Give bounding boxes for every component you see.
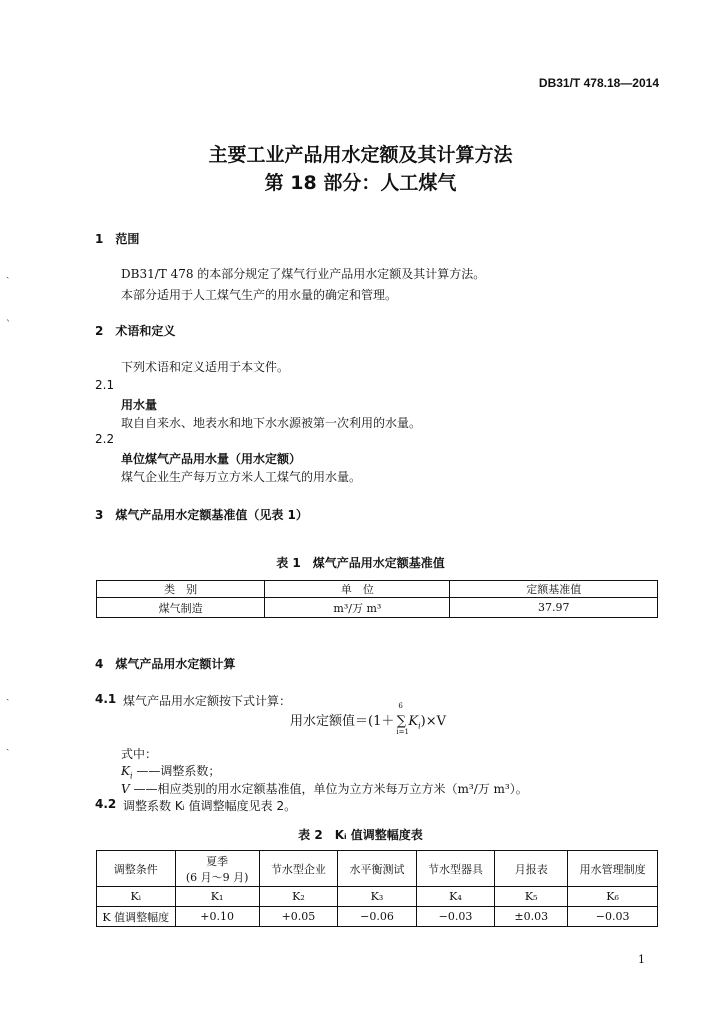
- table-1-cell-baseline: 37.97: [450, 598, 658, 618]
- table-2-header-monthly-report: 月报表: [495, 851, 568, 887]
- table-2-value-cell: −0.03: [416, 907, 495, 927]
- formula-k: K: [408, 714, 419, 729]
- table-2-k-cell: Kᵢ: [97, 887, 176, 907]
- section-4-1-text: 煤气产品用水定额按下式计算：: [123, 694, 292, 708]
- table-2-caption: 表 2 Kᵢ 值调整幅度表: [298, 828, 423, 842]
- section-1-heading: 1 范围: [95, 232, 140, 246]
- table-2-header-condition: 调整条件: [97, 851, 176, 887]
- summation-symbol: 6 ∑ i=1: [396, 702, 409, 736]
- definition-2-2-text: 煤气企业生产每万立方米人工煤气的用水量。: [121, 470, 362, 484]
- table-2-value-cell: −0.06: [338, 907, 417, 927]
- document-subtitle: 第 18 部分：人工煤气: [264, 172, 457, 194]
- formula-k-subscript: i: [418, 721, 421, 731]
- standard-number: DB31/T 478.18—2014: [538, 76, 659, 90]
- section-4-2-text: 调整系数 Kᵢ 值调整幅度见表 2。: [123, 799, 297, 813]
- sum-lower-limit: i=1: [396, 728, 409, 736]
- margin-mark: ˎ: [6, 740, 10, 751]
- table-2-header-water-balance-test: 水平衡测试: [338, 851, 417, 887]
- definition-2-2-number: 2.2: [95, 432, 115, 446]
- table-1: [96, 580, 658, 618]
- table-2: [96, 850, 658, 927]
- definition-2-1-number: 2.1: [95, 378, 115, 392]
- table-2-header-water-management: 用水管理制度: [568, 851, 658, 887]
- table-2-k-cell: K₂: [259, 887, 338, 907]
- page-number: 1: [638, 953, 645, 966]
- section-3-heading: 3 煤气产品用水定额基准值（见表 1）: [95, 508, 308, 522]
- table-2-value-cell: −0.03: [568, 907, 658, 927]
- section-2-intro: 下列术语和定义适用于本文件。: [121, 360, 290, 374]
- table-1-header-category: 类 别: [97, 581, 265, 598]
- v-symbol: V: [121, 782, 130, 796]
- table-2-header-water-saving-appliances: 节水型器具: [416, 851, 495, 887]
- table-1-caption: 表 1 煤气产品用水定额基准值: [276, 556, 445, 570]
- table-2-k-cell: K₆: [568, 887, 658, 907]
- table-1-cell-unit: m³/万 m³: [265, 598, 450, 618]
- margin-mark: ˋ: [6, 320, 11, 331]
- table-2-k-cell: K₁: [175, 887, 259, 907]
- formula-rhs: )×V: [420, 714, 446, 729]
- table-2-value-cell: +0.10: [175, 907, 259, 927]
- definition-2-1-text: 取自自来水、地表水和地下水水源被第一次利用的水量。: [121, 416, 422, 430]
- table-1-header-unit: 单 位: [265, 581, 450, 598]
- definition-2-1-term: 用水量: [121, 398, 158, 412]
- section-2-heading: 2 术语和定义: [95, 324, 176, 338]
- document-title: 主要工业产品用水定额及其计算方法: [208, 144, 513, 166]
- ki-definition-text: ——调整系数；: [136, 764, 221, 778]
- table-2-value-cell: ±0.03: [495, 907, 568, 927]
- section-4-2-number: 4.2: [95, 797, 117, 811]
- margin-mark: ˎ: [6, 690, 10, 701]
- table-2-k-cell: K₃: [338, 887, 417, 907]
- where-label: 式中：: [121, 747, 158, 761]
- table-1-header-baseline: 定额基准值: [450, 581, 658, 598]
- table-2-value-cell: +0.05: [259, 907, 338, 927]
- table-2-header-water-saving-enterprise: 节水型企业: [259, 851, 338, 887]
- table-2-k-cell: K₄: [416, 887, 495, 907]
- formula: [290, 702, 446, 736]
- table-2-value-cell: K 值调整幅度: [97, 907, 176, 927]
- ki-definition: [121, 762, 220, 780]
- section-4-1-number: 4.1: [95, 692, 117, 706]
- section-1-para-2: 本部分适用于人工煤气生产的用水量的确定和管理。: [121, 288, 398, 302]
- table-1-cell-category: 煤气制造: [97, 598, 265, 618]
- sum-upper-limit: 6: [398, 702, 403, 710]
- table-2-header-summer: 夏季 (6 月～9 月): [175, 851, 259, 887]
- ki-symbol: K: [121, 764, 130, 778]
- v-definition-text: ——相应类别的用水定额基准值，单位为立方米每万立方米（m³/万 m³）。: [133, 782, 528, 796]
- ki-symbol-subscript: i: [129, 771, 133, 781]
- margin-mark: ˎ: [6, 268, 10, 279]
- section-4-heading: 4 煤气产品用水定额计算: [95, 657, 236, 671]
- section-1-para-1: DB31/T 478 的本部分规定了煤气行业产品用水定额及其计算方法。: [121, 267, 486, 281]
- definition-2-2-term: 单位煤气产品用水量（用水定额）: [121, 452, 302, 466]
- table-2-k-cell: K₅: [495, 887, 568, 907]
- v-definition: [121, 780, 528, 797]
- formula-lhs: 用水定额值＝(1＋: [290, 714, 395, 729]
